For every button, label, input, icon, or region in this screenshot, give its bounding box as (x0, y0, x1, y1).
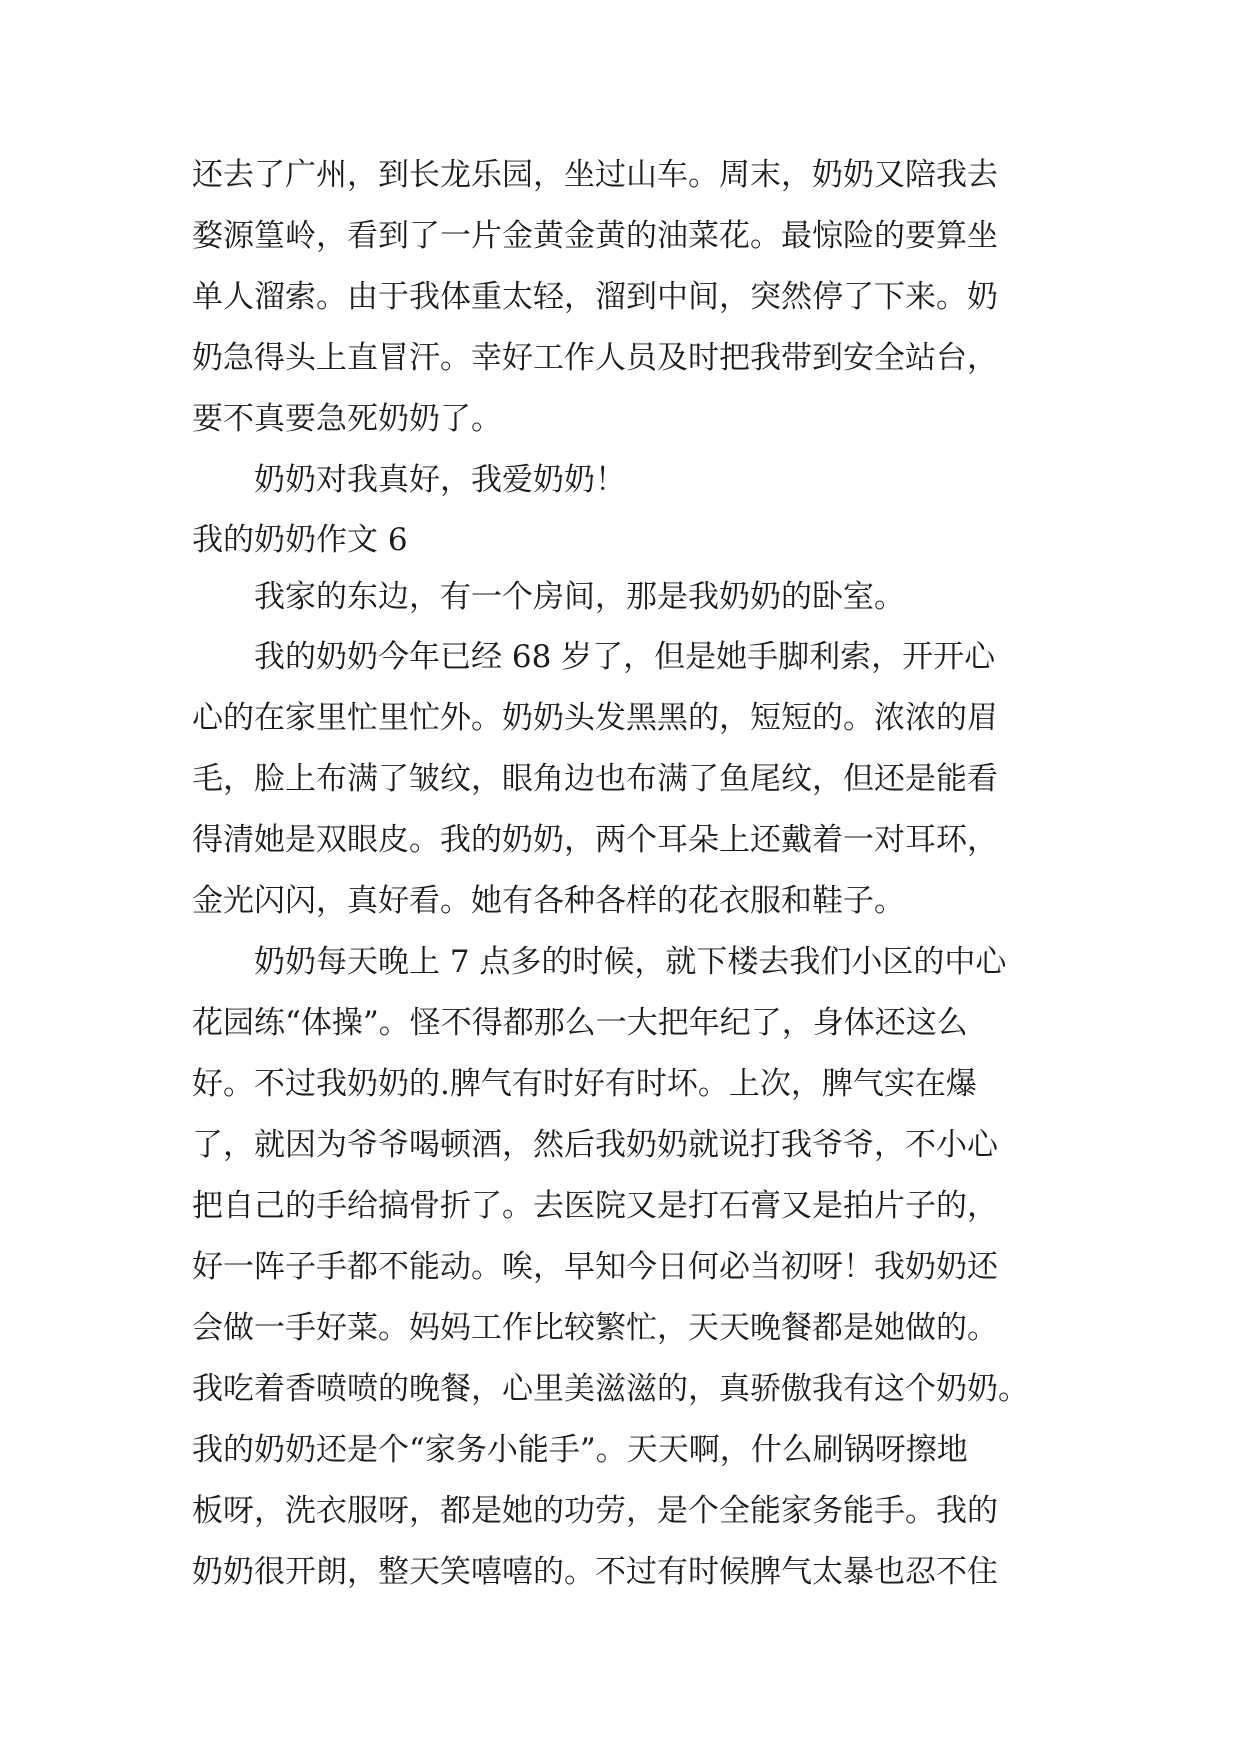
text-line: 好。不过我奶奶的.脾气有时好有时坏。上次，脾气实在爆 (192, 1066, 977, 1102)
text-line: 板呀，洗衣服呀，都是她的功劳，是个全能家务能手。我的 (192, 1493, 998, 1529)
text-line: 婺源篁岭，看到了一片金黄金黄的油菜花。最惊险的要算坐 (192, 218, 998, 254)
text-line: 得清她是双眼皮。我的奶奶，两个耳朵上还戴着一对耳环， (192, 822, 998, 858)
text-line: 奶奶每天晚上 7 点多的时候，就下楼去我们小区的中心 (254, 944, 1007, 980)
text-line: 要不真要急死奶奶了。 (192, 401, 502, 437)
text-line: 会做一手好菜。妈妈工作比较繁忙，天天晚餐都是她做的。 (192, 1310, 998, 1346)
section-heading: 我的奶奶作文 6 (192, 522, 408, 558)
text-line: 花园练“体操”。怪不得都那么一大把年纪了，身体还这么 (192, 1005, 968, 1041)
text-line: 单人溜索。由于我体重太轻，溜到中间，突然停了下来。奶 (192, 279, 998, 315)
text-line: 毛，脸上布满了皱纹，眼角边也布满了鱼尾纹，但还是能看 (192, 761, 998, 797)
text-line: 我吃着香喷喷的晚餐，心里美滋滋的，真骄傲我有这个奶奶。 (192, 1371, 1029, 1407)
text-line: 把自己的手给搞骨折了。去医院又是打石膏又是拍片子的， (192, 1188, 998, 1224)
text-line: 我的奶奶还是个“家务小能手”。天天啊，什么刷锅呀擦地 (192, 1432, 968, 1468)
text-line: 金光闪闪，真好看。她有各种各样的花衣服和鞋子。 (192, 883, 905, 919)
text-line: 我的奶奶今年已经 68 岁了，但是她手脚利索，开开心 (254, 639, 996, 675)
text-line: 奶奶很开朗，整天笑嘻嘻的。不过有时候脾气太暴也忍不住 (192, 1554, 998, 1590)
text-line: 好一阵子手都不能动。唉，早知今日何必当初呀！我奶奶还 (192, 1249, 998, 1285)
text-line: 了，就因为爷爷喝顿酒，然后我奶奶就说打我爷爷，不小心 (192, 1127, 998, 1163)
text-line: 心的在家里忙里忙外。奶奶头发黑黑的，短短的。浓浓的眉 (192, 700, 998, 736)
text-line: 还去了广州，到长龙乐园，坐过山车。周末，奶奶又陪我去 (192, 157, 998, 193)
text-line: 奶奶对我真好，我爱奶奶！ (254, 462, 626, 498)
text-line: 我家的东边，有一个房间，那是我奶奶的卧室。 (254, 579, 905, 615)
text-line: 奶急得头上直冒汗。幸好工作人员及时把我带到安全站台， (192, 340, 998, 376)
